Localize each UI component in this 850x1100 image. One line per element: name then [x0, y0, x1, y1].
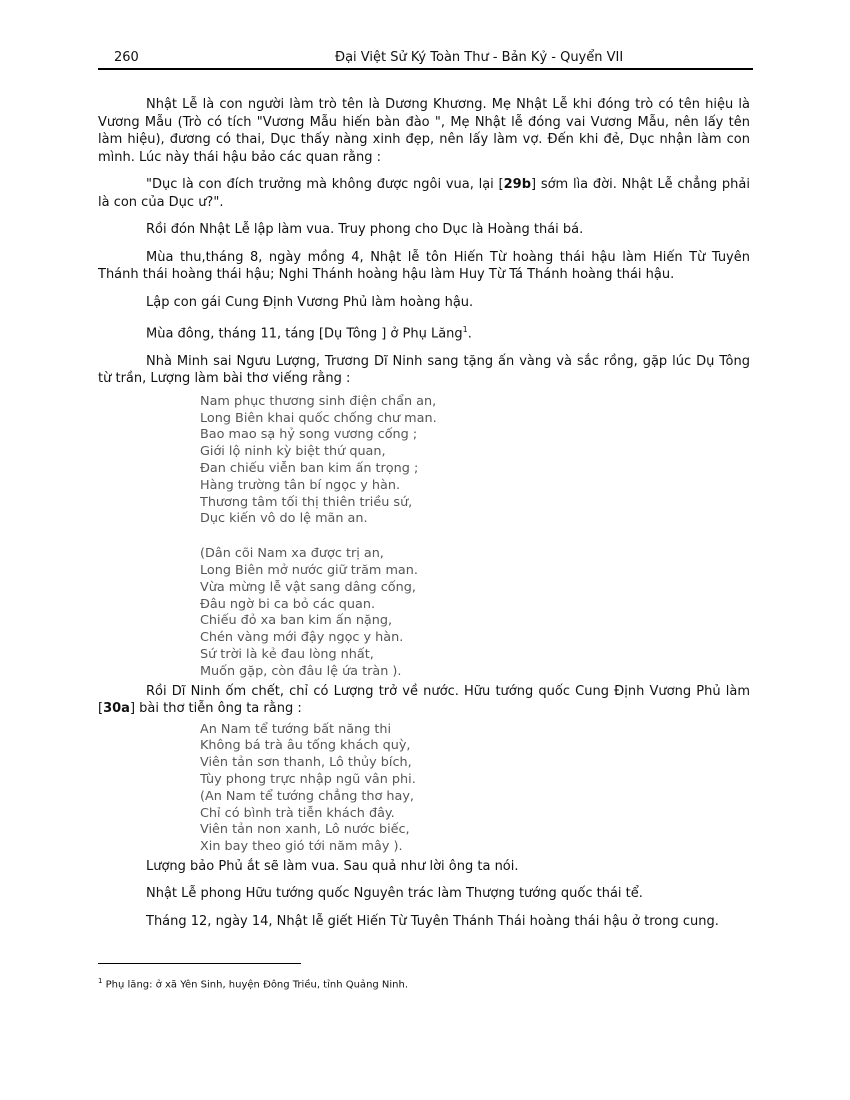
verse-line: (An Nam tể tướng chẳng thơ hay, [200, 788, 414, 804]
page-header [98, 48, 753, 68]
verse-line: Long Biên khai quốc chống chư man. [200, 410, 437, 426]
quote-text-end: ] sớm lìa đời. Nhật Lễ chẳng phải là con của Dục ư?". [98, 177, 750, 210]
paragraph: Rồi đón Nhật Lễ lập làm vua. Truy phong cho Dục là Hoàng thái bá. [146, 222, 584, 237]
paragraph: Nhật Lễ là con người làm trò tên là Dương Khương. Mẹ Nhật Lễ khi đóng trò có tên hiệu là Vương Mẫu (Trò có tích "Vương Mẫu hiến bàn đào ", Mẹ Nhật lễ đóng vai Vương Mẫu, nên lấy tên làm hiệu), đương có thai, Dục thấy nàng xinh đẹp, nên lấy làm vợ. Đến khi đẻ, Dục nhận làm con mình. Lúc này thái hậu bảo các quan rằng : [98, 97, 750, 165]
paragraph-text-end: ] bài thơ tiễn ông ta rằng : [129, 701, 302, 717]
poem-farewell [200, 722, 750, 856]
running-title: Đại Việt Sử Ký Toàn Thư - Bản Kỷ - Quyển VII [335, 50, 624, 65]
folio-reference: 29b [503, 177, 532, 192]
verse-line: Đan chiếu viễn ban kim ấn trọng ; [200, 461, 419, 477]
page-number: 260 [114, 50, 139, 65]
verse-line: Hàng trường tân bí ngọc y hàn. [200, 477, 401, 493]
verse-line: Viên tản sơn thanh, Lô thủy bích, [200, 755, 412, 771]
verse-line: Nam phục thương sinh điện chẩn an, [200, 393, 437, 409]
footnote-ref[interactable]: 1 [462, 325, 468, 334]
paragraph [98, 683, 750, 718]
paragraph [98, 321, 750, 343]
paragraph: Tháng 12, ngày 14, Nhật lễ giết Hiến Từ Tuyên Thánh Thái hoàng thái hậu ở trong cung. [146, 913, 719, 929]
paragraph-text: Mùa đông, tháng 11, táng [Dụ Tông ] ở Phụ Lăng [146, 326, 463, 342]
verse-line: Xin bay theo gió tới năm mây ). [200, 839, 403, 855]
verse-line: Chiếu đỏ xa ban kim ấn nặng, [200, 613, 393, 629]
poem-original [200, 394, 750, 528]
footnote [98, 977, 408, 990]
footnote-rule [98, 963, 301, 964]
verse-line: Viên tản non xanh, Lô nước biếc, [200, 822, 410, 838]
verse-line: Muốn gặp, còn đâu lệ ứa tràn ). [200, 663, 402, 679]
folio-reference: 30a [103, 701, 130, 717]
paragraph: Lượng bảo Phủ ắt sẽ làm vua. Sau quả như lời ông ta nói. [146, 858, 519, 874]
verse-line: An Nam tể tướng bất năng thi [200, 721, 392, 737]
paragraph: Nhật Lễ phong Hữu tướng quốc Nguyên trác làm Thượng tướng quốc thái tể. [146, 886, 643, 902]
paragraph-text: Rồi Dĩ Ninh ốm chết, chỉ có Lượng trở về nước. Hữu tướng quốc Cung Định Vương Phủ làm [ [98, 683, 750, 717]
poem-translation [200, 546, 750, 680]
footnote-marker: 1 [98, 977, 103, 985]
verse-line: Đâu ngờ bi ca bỏ các quan. [200, 596, 376, 612]
paragraph: Mùa thu,tháng 8, ngày mồng 4, Nhật lễ tôn Hiến Từ hoàng thái hậu làm Hiến Từ Tuyên Thánh thái hoàng thái hậu; Nghi Thánh hoàng hậu làm Huy Từ Tá Thánh hoàng thái hậu. [98, 249, 750, 282]
verse-line: (Dân cõi Nam xa được trị an, [200, 546, 384, 562]
header-rule [98, 68, 753, 70]
verse-line: Tùy phong trực nhập ngũ vân phi. [200, 771, 416, 787]
verse-line: Long Biên mở nước giữ trăm man. [200, 563, 418, 578]
verse-line: Chén vàng mới đậy ngọc y hàn. [200, 630, 404, 646]
paragraph: Nhà Minh sai Ngưu Lượng, Trương Dĩ Ninh sang tặng ấn vàng và sắc rồng, gặp lúc Dụ Tông từ trần, Lượng làm bài thơ viếng rằng : [98, 353, 750, 387]
quote-text: "Dục là con đích trưởng mà không được ngôi vua, lại [ [146, 177, 504, 192]
paragraph: Lập con gái Cung Định Vương Phủ làm hoàng hậu. [146, 294, 474, 310]
verse-line: Thương tâm tối thị thiên triều sứ, [200, 494, 413, 510]
verse-line: Chỉ có bình trà tiễn khách đây. [200, 805, 395, 821]
body-text [98, 96, 750, 940]
verse-line: Dục kiến vô do lệ mãn an. [200, 511, 368, 527]
verse-line: Không bá trà âu tống khách quỳ, [200, 738, 411, 754]
verse-line: Sứ trời là kẻ đau lòng nhất, [200, 646, 374, 662]
paragraph-quote [98, 176, 750, 211]
verse-line: Giới lộ ninh kỳ biệt thứ quan, [200, 444, 386, 460]
footnote-text: Phụ lăng: ở xã Yên Sinh, huyện Đông Triều, tỉnh Quảng Ninh. [102, 979, 409, 991]
verse-line: Bao mao sạ hỷ song vương cống ; [200, 427, 418, 443]
verse-gap [98, 528, 750, 546]
verse-line: Vừa mừng lễ vật sang dâng cống, [200, 579, 416, 595]
paragraph-end: . [467, 326, 472, 342]
